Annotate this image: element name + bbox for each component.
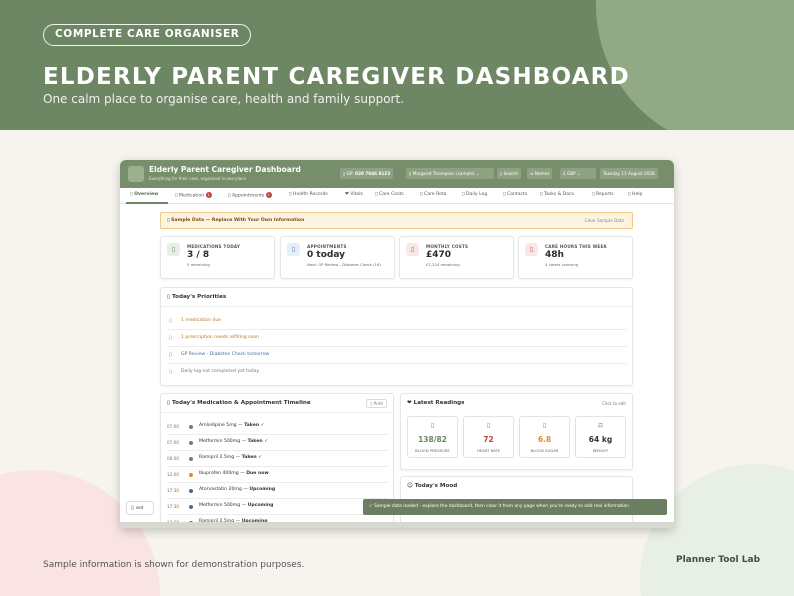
pill-icon: ▯: [167, 243, 180, 256]
status-dot: [189, 425, 193, 429]
footer-note: Sample information is shown for demonstration purposes.: [43, 560, 305, 570]
reading-tile[interactable]: [575, 416, 626, 458]
prescription-icon: ▯: [169, 335, 172, 341]
tab-tasks-docs[interactable]: ▯ Tasks & Docs: [540, 192, 575, 197]
active-tab-indicator: [126, 202, 168, 204]
appointments-badge: 1: [267, 193, 270, 197]
timeline-text: [199, 471, 269, 476]
tab-care-costs[interactable]: ▯ Care Costs: [375, 192, 404, 197]
priorities-card: [160, 287, 633, 386]
timeline-row[interactable]: [167, 467, 388, 483]
status-dot: [189, 473, 193, 477]
timeline-card: [160, 393, 394, 528]
timeline-row[interactable]: [167, 451, 388, 467]
app-header: [120, 160, 674, 188]
stat-note: Next: GP Review - Diabetes Check (16): [307, 262, 381, 267]
tab-health-records[interactable]: ▯ Health Records: [289, 192, 328, 197]
sample-data-notice: [160, 212, 633, 229]
stat-label: APPOINTMENTS: [307, 244, 347, 249]
phone-icon: ▯: [131, 505, 134, 511]
pill-icon: ▯: [169, 318, 172, 324]
readings-title: ❤ Latest Readings: [407, 400, 465, 406]
priority-text: 1 prescription needs refilling soon: [181, 335, 260, 340]
reading-label: BLOOD SUGAR: [530, 448, 559, 453]
timeline-status: Taken ✓: [241, 455, 263, 460]
notice-text: ▯ Sample Data — Replace With Your Own Information: [167, 218, 305, 223]
blood-pressure-icon: ▯: [430, 422, 435, 429]
tab-reports[interactable]: ▯ Reports: [592, 192, 614, 197]
stat-value: 48h: [545, 250, 564, 260]
stat-note: £2,224 remaining: [426, 262, 460, 267]
stat-card-medications[interactable]: [160, 236, 275, 279]
stat-value: 3 / 8: [187, 250, 210, 260]
timeline-status: Due now: [246, 471, 269, 476]
stat-card-costs[interactable]: [399, 236, 514, 279]
fab-label: ved: [135, 505, 144, 510]
reading-label: HEART RATE: [476, 448, 501, 453]
app-window: [120, 160, 674, 528]
timeline-item: Metformin 500mg —: [199, 439, 247, 444]
timeline-row[interactable]: [167, 499, 388, 515]
edit-readings-link[interactable]: Click to edit: [602, 401, 626, 406]
status-dot: [189, 457, 193, 461]
divider: [161, 412, 393, 413]
timeline-item: Metformin 500mg —: [199, 503, 247, 508]
timeline-item: Ramipril 2.5mg —: [199, 455, 241, 460]
priority-text: Daily log not completed yet today: [181, 369, 260, 374]
timeline-item: Amlodipine 5mg —: [199, 423, 243, 428]
timeline-item: Atorvastatin 20mg —: [199, 487, 248, 492]
timeline-time: 08:00: [167, 456, 180, 461]
tab-daily-log[interactable]: ▯ Daily Log: [462, 192, 488, 197]
hero-subtitle: One calm place to organise care, health and family support.: [43, 92, 404, 106]
heart-icon: ▯: [486, 422, 491, 429]
brand-name: Planner Tool Lab: [676, 555, 761, 565]
stat-card-appointments[interactable]: [280, 236, 395, 279]
divider: [161, 306, 632, 307]
timeline-status: Upcoming: [247, 503, 274, 508]
tab-vitals[interactable]: ❤ Vitals: [345, 192, 363, 197]
timeline-status: Upcoming: [249, 487, 276, 492]
wallet-icon: ▯: [406, 243, 419, 256]
reading-tile[interactable]: [407, 416, 458, 458]
status-dot: [189, 489, 193, 493]
status-dot: [189, 505, 193, 509]
priority-text: GP Review - Diabetes Check tomorrow: [181, 352, 270, 357]
timeline-text: [199, 423, 265, 428]
reading-label: BLOOD PRESSURE: [415, 448, 450, 453]
reading-value: 138/82: [418, 435, 447, 444]
priority-item[interactable]: [167, 314, 627, 330]
timeline-time: 12:00: [167, 472, 180, 477]
gp-phone-button[interactable]: [340, 168, 393, 179]
timeline-time: 17:30: [167, 488, 180, 493]
tab-medication[interactable]: [175, 192, 212, 199]
readings-card: [400, 393, 633, 470]
timeline-time: 07:00: [167, 424, 180, 429]
gp-label: ▯ GP:: [343, 171, 354, 176]
app-subtitle: Everything for their care, organised in one place: [149, 176, 246, 181]
date-display: Tuesday 11 August 2026: [600, 168, 658, 179]
timeline-row[interactable]: [167, 483, 388, 499]
app-logo: [128, 166, 144, 182]
stat-note: 4 carers covering: [545, 262, 579, 267]
reading-value: 64 kg: [588, 435, 613, 444]
stat-label: CARE HOURS THIS WEEK: [545, 244, 607, 249]
timeline-row[interactable]: [167, 435, 388, 451]
clear-sample-data-button[interactable]: Clear Sample Data: [584, 218, 624, 223]
reading-tile[interactable]: [519, 416, 570, 458]
timeline-row[interactable]: [167, 419, 388, 435]
timeline-status: Taken ✓: [247, 439, 269, 444]
timeline-title: ▯ Today's Medication & Appointment Timeline: [167, 400, 311, 406]
reading-value: 72: [483, 435, 494, 444]
priority-text: 1 medication due: [181, 318, 222, 323]
hero-title: ELDERLY PARENT CAREGIVER DASHBOARD: [43, 64, 630, 90]
stat-value: £470: [426, 250, 452, 260]
priority-item[interactable]: [167, 365, 627, 381]
priority-item[interactable]: [167, 348, 627, 364]
priority-item[interactable]: [167, 331, 627, 347]
tab-label: ▯ Appointments: [228, 193, 265, 199]
reading-value: 6.8: [537, 435, 552, 444]
search-button[interactable]: ▯ Search: [497, 168, 521, 179]
stat-note: 5 remaining: [187, 262, 210, 267]
currency-select[interactable]: £ GBP ⌄: [560, 168, 596, 179]
calendar-icon: ▯: [169, 352, 172, 358]
print-button[interactable]: ▯ Print: [366, 399, 387, 408]
timeline-time: 07:00: [167, 440, 180, 445]
drop-icon: ▯: [542, 422, 547, 429]
hero-banner: [0, 0, 794, 130]
tab-care-rota[interactable]: ▯ Care Rota: [420, 192, 447, 197]
tab-contacts[interactable]: ▯ Contacts: [503, 192, 528, 197]
timeline-text: [199, 487, 275, 492]
tab-help[interactable]: ▯ Help: [628, 192, 643, 197]
tab-appointments[interactable]: [228, 192, 272, 199]
floating-phone-button[interactable]: [126, 501, 154, 515]
app-title: Elderly Parent Caregiver Dashboard: [149, 165, 301, 174]
sample-data-toast: ✓ Sample data loaded - explore the dashboard, then clear it from any page when you're ready to add real information: [363, 499, 667, 515]
mood-title: ☺ Today's Mood: [407, 483, 458, 489]
notebook-icon: ▯: [169, 369, 172, 375]
timeline-text: [199, 455, 262, 460]
stat-label: MEDICATIONS TODAY: [187, 244, 241, 249]
hero-pill: COMPLETE CARE ORGANISER: [43, 24, 251, 46]
names-button[interactable]: ⇔ Names: [527, 168, 552, 179]
status-dot: [189, 441, 193, 445]
stat-value: 0 today: [307, 250, 345, 260]
tab-overview[interactable]: ▯ Overview: [130, 192, 159, 197]
timeline-time: 17:30: [167, 504, 180, 509]
timeline-item: Ibuprofen 400mg —: [199, 471, 245, 476]
stat-label: MONTHLY COSTS: [426, 244, 469, 249]
priorities-title: ▯ Today's Priorities: [167, 294, 227, 300]
gp-number: 020 7946 0123: [355, 171, 391, 176]
reading-tile[interactable]: [463, 416, 514, 458]
person-select[interactable]: ▯ Margaret Thompson (sample) ⌄: [406, 168, 494, 179]
timeline-text: [199, 503, 273, 508]
timeline-text: [199, 439, 268, 444]
calendar-icon: ▯: [287, 243, 300, 256]
medication-badge: 1: [207, 193, 210, 197]
tab-label: ▯ Medication: [175, 193, 205, 199]
reading-label: WEIGHT: [592, 448, 609, 453]
timeline-status: Taken ✓: [244, 423, 265, 428]
nav-tabs: [120, 188, 674, 204]
scale-icon: ⚖: [597, 422, 604, 429]
clock-icon: ▯: [525, 243, 538, 256]
window-bottom-edge: [120, 522, 674, 528]
stat-card-care-hours[interactable]: [518, 236, 633, 279]
